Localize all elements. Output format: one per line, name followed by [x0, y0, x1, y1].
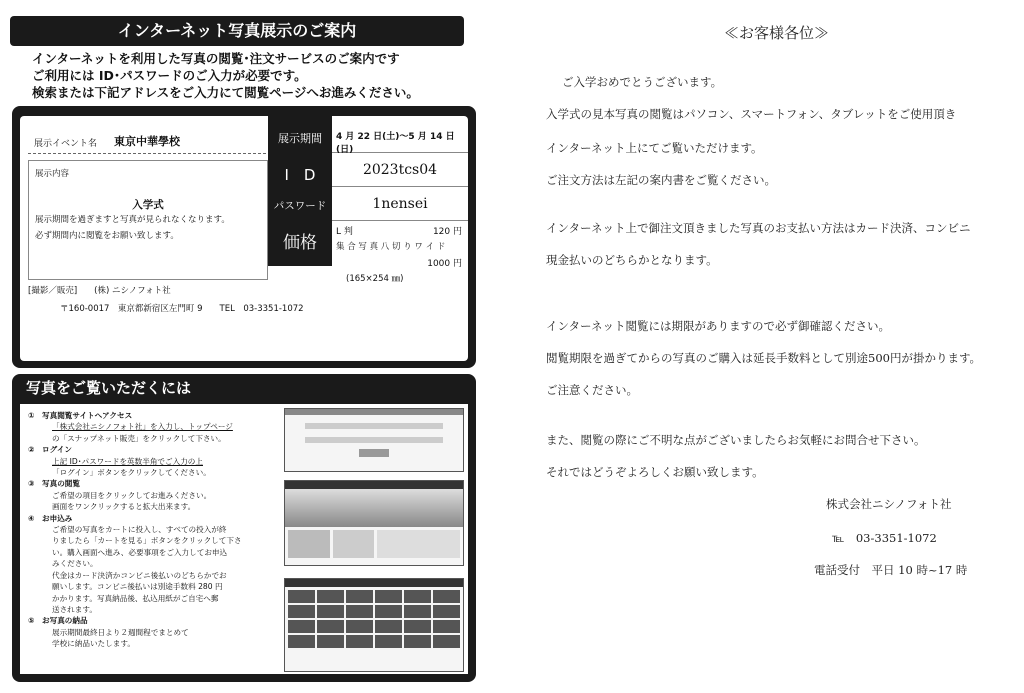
company-line: [撮影／販売] (株) ニシノフォト社 [28, 286, 171, 296]
step-heading: ③ 写真の閲覧 [28, 479, 80, 489]
price-size: (165×254 ㎜) [346, 274, 404, 284]
letter-tel: ℡ 03-3351-1072 [832, 531, 937, 545]
step-heading: ② ログイン [28, 445, 73, 455]
howto-box [12, 400, 476, 682]
password-cell [332, 186, 468, 221]
id-cell [332, 152, 468, 187]
letter-company: 株式会社ニシノフォト社 [826, 497, 952, 511]
step-body: 代金はカード決済かコンビニ後払いのどちらかでお [52, 570, 227, 580]
price-l-label: L 判 [336, 227, 353, 237]
notice-request: 必ず期間内に閲覧をお願い致します。 [35, 231, 179, 241]
id-value: 2023tcs04 [362, 162, 438, 178]
step-body: 学校に納品いたします。 [52, 639, 135, 649]
event-row [28, 128, 266, 154]
intro-line: 検索または下記アドレスをご入力にて閲覧ページへお進みください。 [32, 85, 419, 100]
step-body: みください。 [52, 559, 98, 569]
password-value: 1nensei [372, 196, 428, 212]
address-line: 〒160-0017 東京都新宿区左門町 9 TEL 03-3351-1072 [60, 304, 304, 314]
price-group-label: 集 合 写 真 八 切 り ワ イ ド [336, 242, 446, 252]
letter-line: インターネット上で御注文頂きました写真のお支払い方法はカード決済、コンビニ [546, 221, 971, 235]
price-group-value: 1000 円 [427, 259, 462, 269]
label-column [268, 116, 332, 266]
intro-text [32, 50, 472, 101]
id-label: I D [284, 166, 316, 184]
intro-line: ご利用には ID･パスワードのご入力が必要です。 [32, 68, 307, 83]
exhibition-info-inner [20, 116, 468, 361]
step-body: 上記 ID･パスワードを英数半角でご入力の上 [52, 456, 203, 466]
period-value: 4 月 22 日(土)～5 月 14 日(日) [336, 132, 455, 155]
letter-line: それではどうぞよろしくお願い致します。 [546, 465, 764, 479]
step-body: かかります。写真納品後、払込用紙がご自宅へ郵 [52, 593, 219, 603]
price-label: 価格 [283, 233, 317, 253]
letter-line: ご注文方法は左記の案内書をご覧ください。 [546, 173, 776, 187]
step-heading: ⑤ お写真の納品 [28, 616, 88, 626]
letter-title: ≪お客様各位≫ [724, 24, 830, 42]
password-label: パスワード [273, 200, 327, 212]
step-heading: ④ お申込み [28, 513, 73, 523]
content-box [28, 160, 268, 280]
howto-inner [20, 404, 468, 674]
letter-line: 現金払いのどちらかとなります。 [546, 253, 718, 267]
steps-list [28, 410, 280, 650]
intro-line: インターネットを利用した写真の閲覧･注文サービスのご案内です [32, 51, 400, 66]
step-item [28, 615, 280, 649]
letter-hours: 電話受付 平日 10 時~17 時 [814, 563, 968, 577]
step-body: 送されます。 [52, 604, 97, 614]
step-body: 展示期間最終日より２週間程でまとめて [52, 627, 189, 637]
exhibition-info-box [12, 106, 476, 368]
step-body: い。購入画面へ進み、必要事項をご入力してお申込 [52, 547, 228, 557]
letter-line: また、閲覧の際にご不明な点がございましたらお気軽にお問合せ下さい。 [546, 433, 926, 447]
period-label: 展示期間 [278, 132, 322, 145]
step-body: 「株式会社ニシノフォト社」を入力し、トップページ [52, 422, 233, 432]
step-body: 「ログイン」ボタンをクリックしてください。 [52, 468, 211, 478]
event-label: 展示イベント名 [34, 139, 98, 149]
screenshot-thumbnails [284, 408, 462, 670]
letter-line: ご入学おめでとうございます。 [562, 75, 723, 89]
step-body: りましたら「カートを見る」ボタンをクリックして下さ [52, 536, 242, 546]
letter-line: 入学式の見本写真の閲覧はパソコン、スマートフォン、タブレットをご使用頂き [546, 107, 957, 121]
step-body: 画面をワンクリックすると拡大出来ます。 [52, 502, 196, 512]
album-screen-thumbnail [284, 480, 464, 566]
period-cell [332, 116, 468, 153]
letter-line: 閲覧期限を過ぎてからの写真のご購入は延長手数料として別途500円が掛かります。 [546, 351, 982, 365]
login-screen-thumbnail [284, 408, 464, 472]
letter-line: ご注意ください。 [546, 383, 638, 397]
howto-banner: 写真をご覧いただくには [12, 374, 476, 402]
content-title: 入学式 [132, 199, 164, 211]
event-value: 東京中華學校 [114, 135, 180, 148]
step-item [28, 513, 280, 616]
price-l-value: 120 円 [432, 227, 462, 237]
step-item [28, 444, 280, 478]
content-label: 展示内容 [35, 169, 70, 179]
step-body: ご希望の写真をカートに投入し、すべての投入が終 [52, 525, 227, 535]
step-heading: ① 写真閲覧サイトへアクセス [28, 411, 133, 420]
letter-line: インターネット閲覧には期限がありますので必ず御確認ください。 [546, 319, 890, 333]
step-body: ご希望の項目をクリックしてお進みください。 [52, 490, 212, 500]
notice-expiry: 展示期間を過ぎますと写真が見られなくなります。 [35, 215, 230, 225]
guide-banner: インターネット写真展示のご案内 [10, 16, 464, 46]
value-column [332, 116, 468, 284]
step-body: の「スナップネット販売」をクリックして下さい。 [52, 433, 226, 443]
photo-list-thumbnail [284, 578, 464, 672]
step-item [28, 478, 280, 512]
step-body: 願いします。コンビニ後払いは別途手数料 280 円 [52, 582, 223, 592]
letter-line: インターネット上にてご覧いただけます。 [546, 141, 763, 155]
step-item [28, 410, 280, 444]
